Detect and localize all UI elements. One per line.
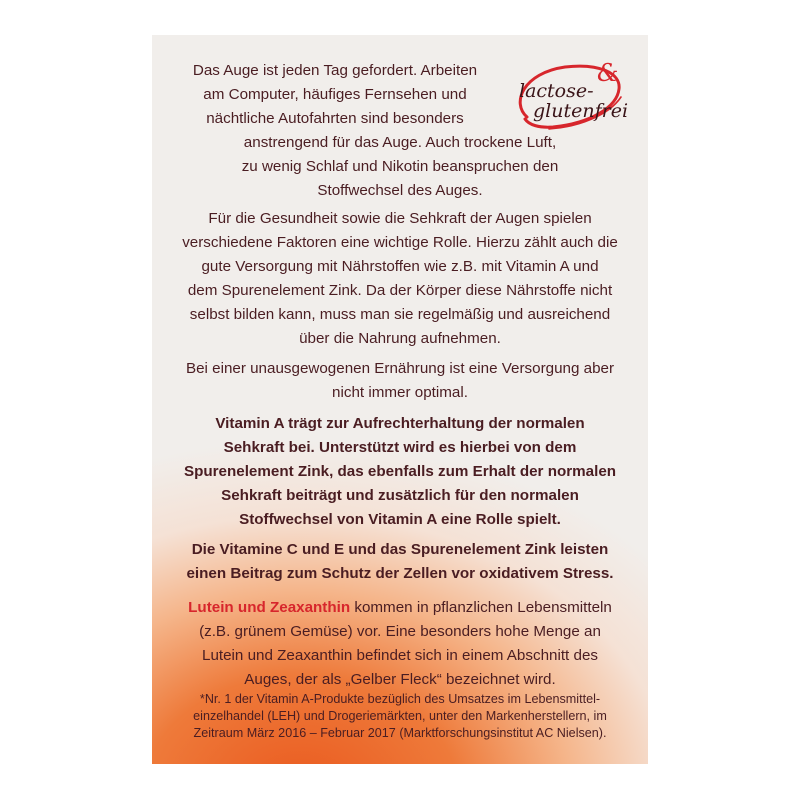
text-line (152, 596, 648, 620)
badge-ampersand: & (597, 59, 619, 87)
footnote-line: Zeitraum März 2016 – Februar 2017 (Marktforschungsinstitut AC Nielsen). (193, 726, 607, 740)
health-paragraph (152, 207, 648, 351)
text-line: nicht immer optimal. (332, 384, 468, 401)
lutein-line-rest: kommen in pflanzlichen Lebensmitteln (350, 599, 612, 616)
text-line: Das Auge ist jeden Tag gefordert. Arbeiten (192, 62, 478, 79)
text-line: Stoffwechsel des Auges. (317, 182, 483, 199)
text-line: nächtliche Autofahrten sind besonders (206, 110, 464, 127)
lactose-gluten-free-badge (509, 59, 627, 133)
text-line: Die Vitamine C und E und das Spurenelement Zink leisten (191, 541, 609, 558)
text-line: Vitamin A trägt zur Aufrechterhaltung der normalen (215, 415, 585, 432)
text-line: Lutein und Zeaxanthin befindet sich in einem Abschnitt des (202, 647, 598, 664)
text-line: gute Versorgung mit Nährstoffen wie z.B. mit Vitamin A und (201, 258, 599, 275)
footnote (152, 691, 648, 742)
text-line: anstrengend für das Auge. Auch trockene Luft, (243, 134, 557, 151)
text-line: über die Nahrung aufnehmen. (299, 330, 501, 347)
badge-line-2: glutenfrei (533, 100, 629, 122)
text-line: verschiedene Faktoren eine wichtige Rolle. Hierzu zählt auch die (182, 234, 618, 251)
text-line: Sehkraft bei. Unterstützt wird es hierbei von dem (223, 439, 577, 456)
text-line: Für die Gesundheit sowie die Sehkraft der Augen spielen (208, 210, 592, 227)
text-line: Auges, der als „Gelber Fleck“ bezeichnet wird. (244, 671, 556, 688)
vitamin-a-paragraph (152, 412, 648, 532)
text-line: Bei einer unausgewogenen Ernährung ist eine Versorgung aber (185, 360, 615, 377)
diet-paragraph (152, 357, 648, 405)
footnote-line: *Nr. 1 der Vitamin A-Produkte bezüglich des Umsatzes im Lebensmittel- (199, 692, 601, 706)
text-line: einen Beitrag zum Schutz der Zellen vor oxidativem Stress. (186, 565, 614, 582)
text-line: Spurenelement Zink, das ebenfalls zum Erhalt der normalen (183, 463, 617, 480)
text-line: selbst bilden kann, muss man sie regelmäßig und ausreichend (189, 306, 611, 323)
badge-line-1: lactose- (519, 80, 594, 102)
text-line: zu wenig Schlaf und Nikotin beanspruchen den (241, 158, 559, 175)
text-line: dem Spurenelement Zink. Da der Körper diese Nährstoffe nicht (187, 282, 613, 299)
text-line: (z.B. grünem Gemüse) vor. Eine besonders hohe Menge an (199, 623, 601, 640)
text-line: Stoffwechsel von Vitamin A eine Rolle spielt. (239, 511, 561, 528)
lutein-paragraph (152, 596, 648, 692)
intro-paragraph (170, 59, 500, 131)
vitamin-ce-paragraph (152, 538, 648, 586)
lutein-highlight: Lutein und Zeaxanthin (188, 599, 351, 616)
intro-paragraph-cont (152, 131, 648, 203)
footnote-line: einzelhandel (LEH) und Drogeriemärkten, unter den Markenherstellern, im (193, 709, 607, 723)
product-info-panel (152, 35, 648, 764)
text-line: Sehkraft beiträgt und zusätzlich für den normalen (221, 487, 579, 504)
text-line: am Computer, häufiges Fernsehen und (203, 86, 467, 103)
